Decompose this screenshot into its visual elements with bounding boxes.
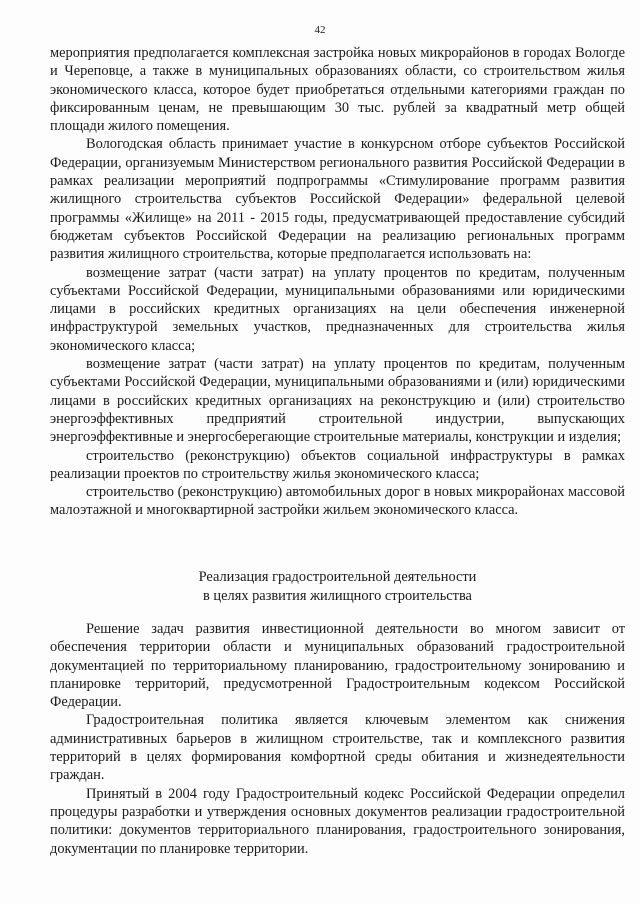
list-item-paragraph: возмещение затрат (части затрат) на уплату процентов по кредитам, полученным субъектами Российской Федерации, муниципальными образованиями и (или) юридическими лицами в российских кредитных организациях на реконструкцию и (или) строительство энергоэффективных предприятий строительной индустрии, выпускающих энергоэффективные и энергосберегающие строительные материалы, конструкции и изделия; <box>50 356 625 446</box>
section-heading-line: Реализация градостроительной деятельности <box>198 569 477 585</box>
paragraph: Решение задач развития инвестиционной деятельности во многом зависит от обеспечения территории области и муниципальных образований градостроительной документацией по территориальному планированию, градостроительному зонированию и планировке территорий, предусмотренной Градостроительным кодексом Российской Федерации. <box>50 621 625 711</box>
paragraph: Принятый в 2004 году Градостроительный кодекс Российской Федерации определил процедуры разработки и утверждения основных документов реализации градостроительной политики: документов территориального планирования, градостроительного зонирования, документации по планировке территории. <box>50 785 625 857</box>
paragraph: Градостроительная политика является ключевым элементом как снижения административных барьеров в жилищном строительстве, так и комплексного развития территорий в целях формирования комфортной среды обитания и жизнедеятельности граждан. <box>50 712 625 784</box>
paragraph: мероприятия предполагается комплексная застройка новых микрорайонов в городах Вологде и Череповце, а также в муниципальных образованиях области, со строительством жилья экономического класса, которое будет приобретаться отдельными категориями граждан по фиксированным ценам, не превышающим 30 тыс. рублей за квадратный метр общей площади жилого помещения. <box>50 45 625 135</box>
section-heading-line: в целях развития жилищного строительства <box>203 587 472 604</box>
lower-text-block <box>50 620 625 858</box>
list-item-paragraph: строительство (реконструкцию) автомобильных дорог в новых микрорайонах массовой малоэтажной и многоквартирной застройки жильем экономического класса. <box>50 484 625 519</box>
list-item-paragraph: строительство (реконструкцию) объектов социальной инфраструктуры в рамках реализации проектов по строительству жилья экономического класса; <box>50 447 625 482</box>
section-heading <box>50 568 625 605</box>
list-item-paragraph: возмещение затрат (части затрат) на уплату процентов по кредитам, полученным субъектами Российской Федерации, муниципальными образованиями или юридическими лицами в российских кредитных организациях на цели обеспечения инженерной инфраструктурой земельных участков, предназначенных для строительства жилья экономического класса; <box>50 264 625 354</box>
page-number: 42 <box>314 24 326 36</box>
upper-text-block <box>50 44 625 520</box>
paragraph: Вологодская область принимает участие в конкурсном отборе субъектов Российской Федерации, организуемым Министерством регионального развития Российской Федерации в рамках реализации мероприятий подпрограммы «Стимулирование программ развития жилищного строительства субъектов Российской Федерации» федеральной целевой программы «Жилище» на 2011 - 2015 годы, предусматривающей предоставление субсидий бюджетам субъектов Российской Федерации на реализацию региональных программ развития жилищного строительства, которые предполагается использовать на: <box>50 136 625 263</box>
